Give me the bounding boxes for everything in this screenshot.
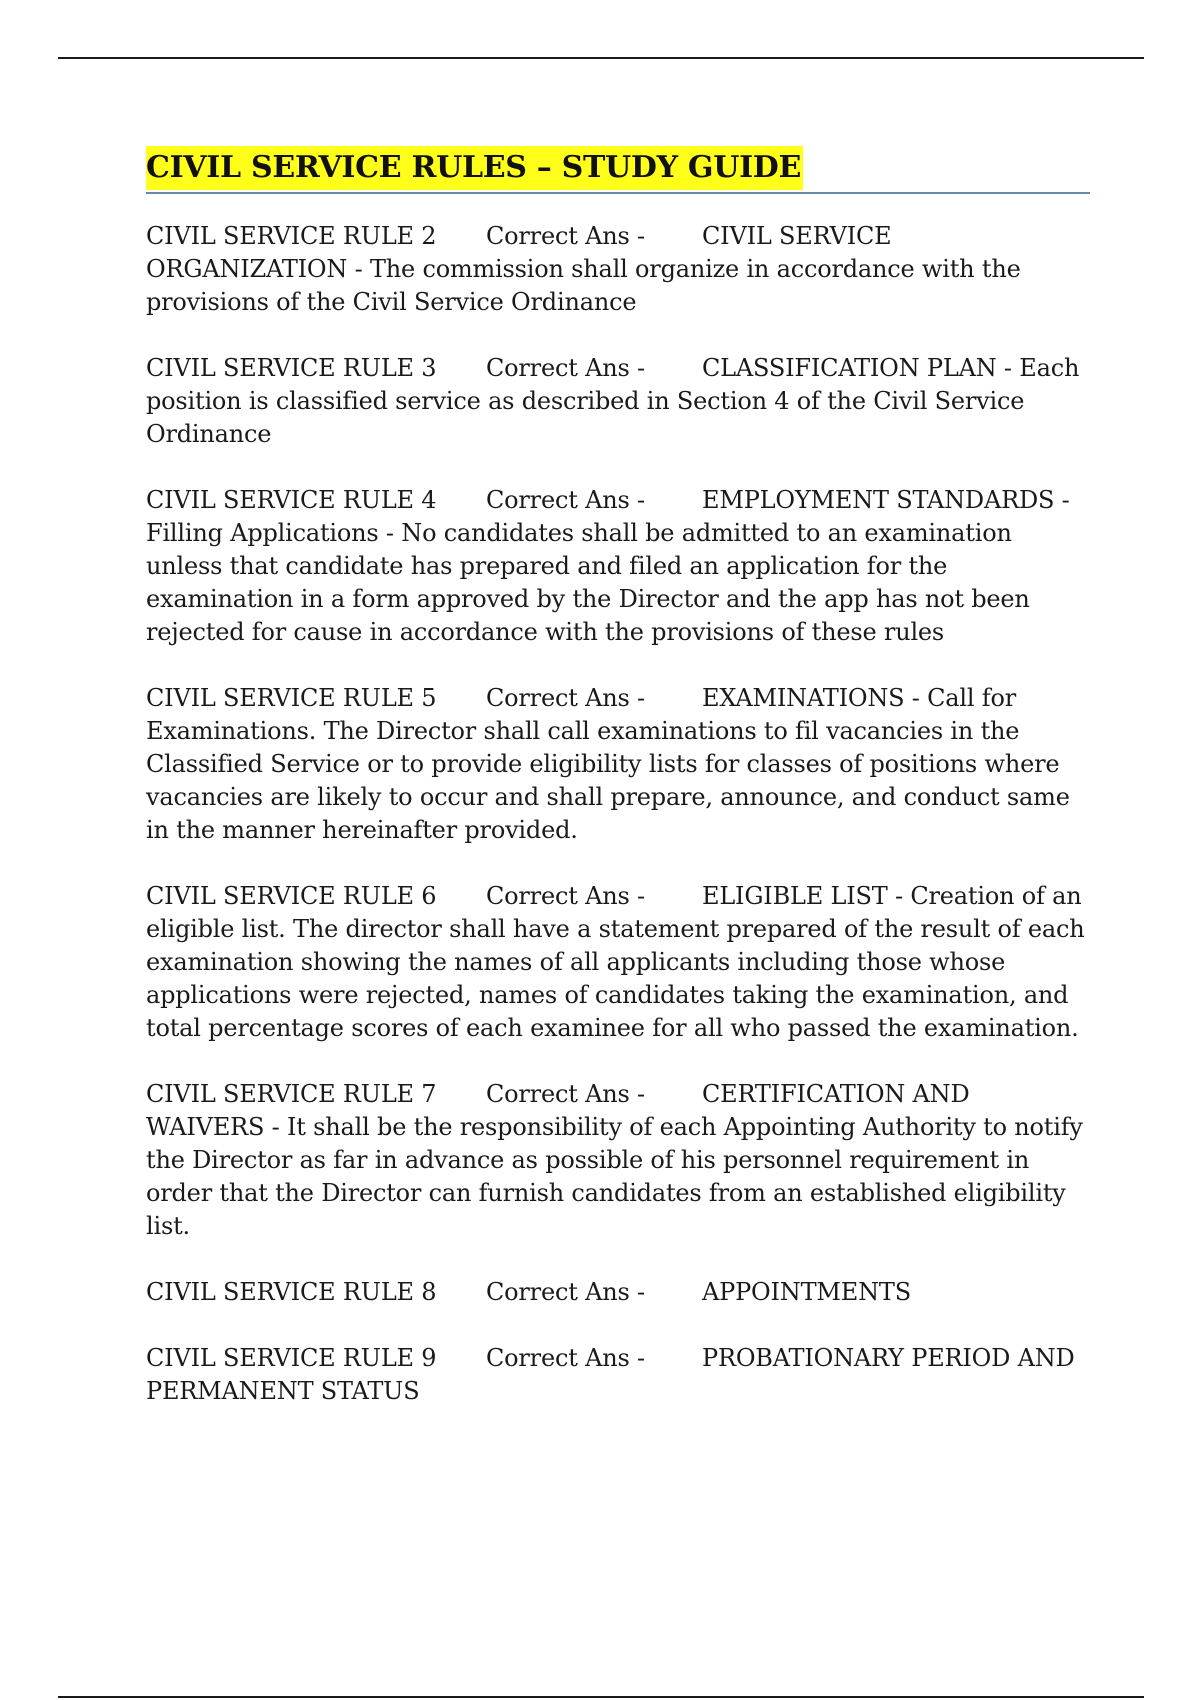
entry-answer-label: Correct Ans - [486, 354, 645, 382]
entry-answer: CLASSIFICATION PLAN - Each position is classified service as described in Section 4 of the Civil Service Ordinance [146, 354, 1080, 448]
entry-question: CIVIL SERVICE RULE 2 [146, 222, 437, 250]
entry-answer-label: Correct Ans - [486, 222, 645, 250]
qa-entry [146, 352, 1090, 451]
page-title: CIVIL SERVICE RULES – STUDY GUIDE [146, 146, 803, 190]
title-underline [146, 146, 1090, 194]
entry-answer-label: Correct Ans - [486, 684, 645, 712]
entry-answer-label: Correct Ans - [486, 486, 645, 514]
document-body [146, 146, 1090, 1441]
entry-question: CIVIL SERVICE RULE 3 [146, 354, 437, 382]
header-divider [58, 57, 1144, 59]
entry-answer: CIVIL SERVICE ORGANIZATION - The commission shall organize in accordance with the provisions of the Civil Service Ordinance [146, 222, 1021, 316]
entry-question: CIVIL SERVICE RULE 8 [146, 1278, 437, 1306]
qa-entry [146, 682, 1090, 847]
entry-question: CIVIL SERVICE RULE 7 [146, 1080, 437, 1108]
entry-answer: EXAMINATIONS - Call for Examinations. The Director shall call examinations to fil vacancies in the Classified Service or to provide eligibility lists for classes of positions where vacancies are likely to occur and shall prepare, announce, and conduct same in the manner hereinafter provided. [146, 684, 1070, 844]
qa-entry [146, 220, 1090, 319]
footer-divider [58, 1696, 1144, 1698]
qa-entry [146, 880, 1090, 1045]
entry-answer-label: Correct Ans - [486, 1344, 645, 1372]
entry-question: CIVIL SERVICE RULE 5 [146, 684, 437, 712]
qa-entry [146, 1342, 1090, 1408]
entry-answer-label: Correct Ans - [486, 882, 645, 910]
qa-entry [146, 484, 1090, 649]
entry-answer: PROBATIONARY PERIOD AND PERMANENT STATUS [146, 1344, 1075, 1405]
entry-answer: APPOINTMENTS [702, 1278, 911, 1306]
entry-question: CIVIL SERVICE RULE 9 [146, 1344, 437, 1372]
qa-entry [146, 1276, 1090, 1309]
entry-answer-label: Correct Ans - [486, 1080, 645, 1108]
entry-answer: EMPLOYMENT STANDARDS - Filling Applications - No candidates shall be admitted to an examination unless that candidate has prepared and filed an application for the examination in a form approved by the Director and the app has not been rejected for cause in accordance with the provisions of these rules [146, 486, 1070, 646]
entry-answer: CERTIFICATION AND WAIVERS - It shall be the responsibility of each Appointing Authority to notify the Director as far in advance as possible of his personnel requirement in order that the Director can furnish candidates from an established eligibility list. [146, 1080, 1083, 1240]
entry-answer: ELIGIBLE LIST - Creation of an eligible list. The director shall have a statement prepared of the result of each examination showing the names of all applicants including those whose applications were rejected, names of candidates taking the examination, and total percentage scores of each examinee for all who passed the examination. [146, 882, 1085, 1042]
entry-question: CIVIL SERVICE RULE 6 [146, 882, 437, 910]
entry-question: CIVIL SERVICE RULE 4 [146, 486, 437, 514]
entry-answer-label: Correct Ans - [486, 1278, 645, 1306]
qa-entry [146, 1078, 1090, 1243]
